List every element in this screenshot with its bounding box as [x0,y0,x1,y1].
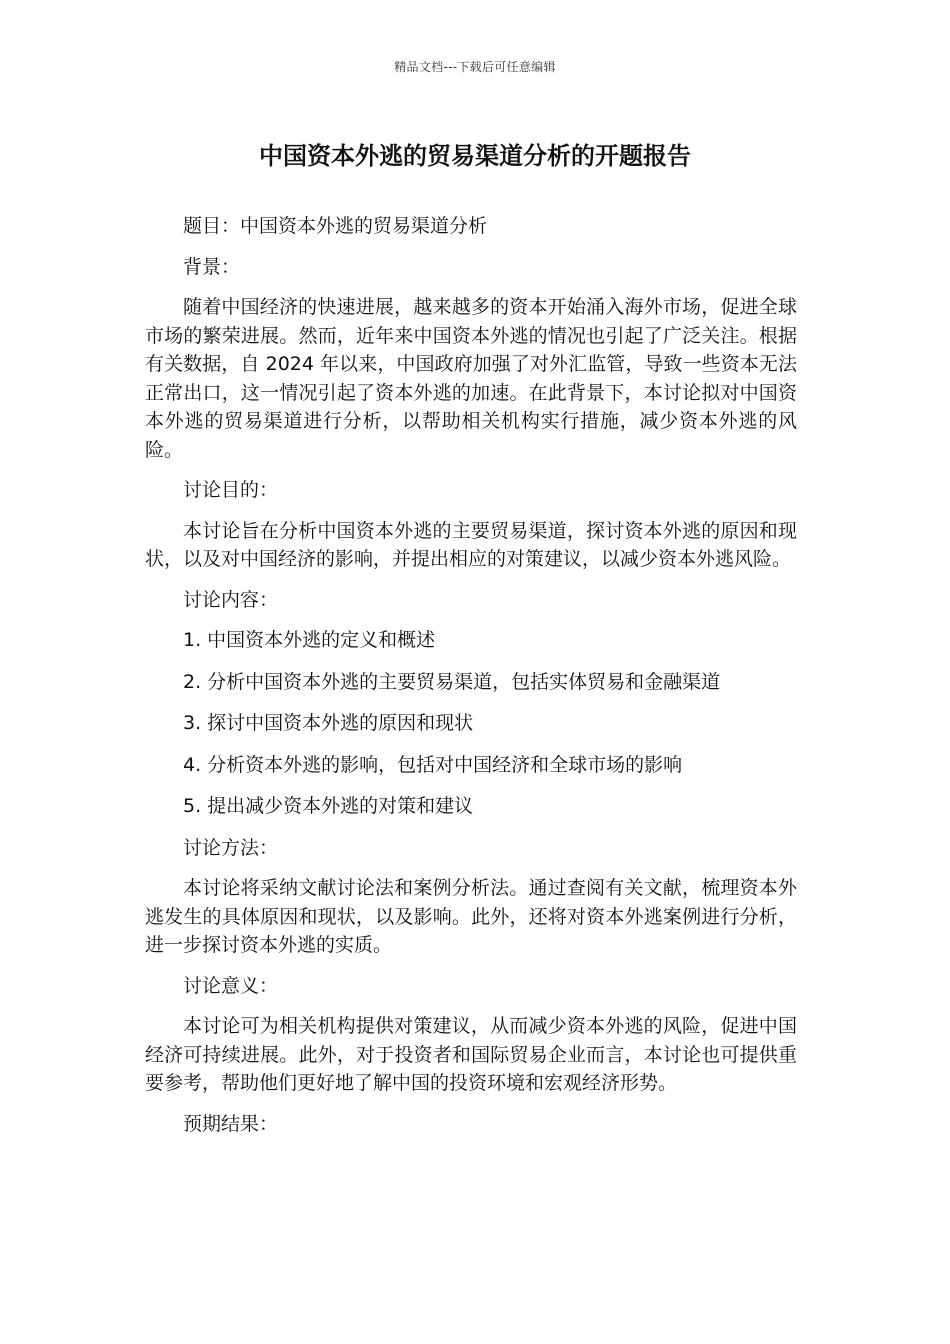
header-note: 精品文档---下载后可任意编辑 [394,60,556,74]
method-label: 讨论方法： [183,836,279,859]
expected-results-label: 预期结果： [183,1112,279,1135]
background-paragraph: 随着中国经济的快速进展，越来越多的资本开始涌入海外市场，促进全球市场的繁荣进展。然而，近年来中国资本外逃的情况也引起了广泛关注。根据有关数据，自 2024 年以来，中国政府加强了对外汇监管，导致一些资本无法正常出口，这一情况引起了资本外逃的加速。在此背景下，本讨论拟对中国资本外逃的贸易渠道进行分析，以帮助相关机构实行措施，减少资本外逃的风险。 [145,296,797,461]
purpose-label: 讨论目的： [183,479,279,501]
content-list-item: 4. 分析资本外逃的影响，包括对中国经济和全球市场的影响 [183,753,683,776]
purpose-paragraph: 本讨论旨在分析中国资本外逃的主要贸易渠道，探讨资本外逃的原因和现状，以及对中国经济的影响，并提出相应的对策建议，以减少资本外逃风险。 [145,519,797,570]
significance-label: 讨论意义： [183,974,279,997]
document-body [145,212,797,1150]
significance-paragraph: 本讨论可为相关机构提供对策建议，从而减少资本外逃的风险，促进中国经济可持续进展。此外，对于投资者和国际贸易企业而言，本讨论也可提供重要参考，帮助他们更好地了解中国的投资环境和宏观经济形势。 [145,1015,797,1094]
document-title: 中国资本外逃的贸易渠道分析的开题报告 [259,142,691,170]
background-label: 背景： [183,255,241,278]
content-list-item: 5. 提出减少资本外逃的对策和建议 [183,795,474,817]
content-label: 讨论内容： [183,588,279,611]
content-list-item: 1. 中国资本外逃的定义和概述 [183,629,436,651]
content-list-item: 2. 分析中国资本外逃的主要贸易渠道，包括实体贸易和金融渠道 [183,670,721,693]
method-paragraph: 本讨论将采纳文献讨论法和案例分析法。通过查阅有关文献，梳理资本外逃发生的具体原因和现状，以及影响。此外，还将对资本外逃案例进行分析，进一步探讨资本外逃的实质。 [145,877,797,956]
content-list-item: 3. 探讨中国资本外逃的原因和现状 [183,712,474,734]
topic-line: 题目：中国资本外逃的贸易渠道分析 [183,215,488,237]
